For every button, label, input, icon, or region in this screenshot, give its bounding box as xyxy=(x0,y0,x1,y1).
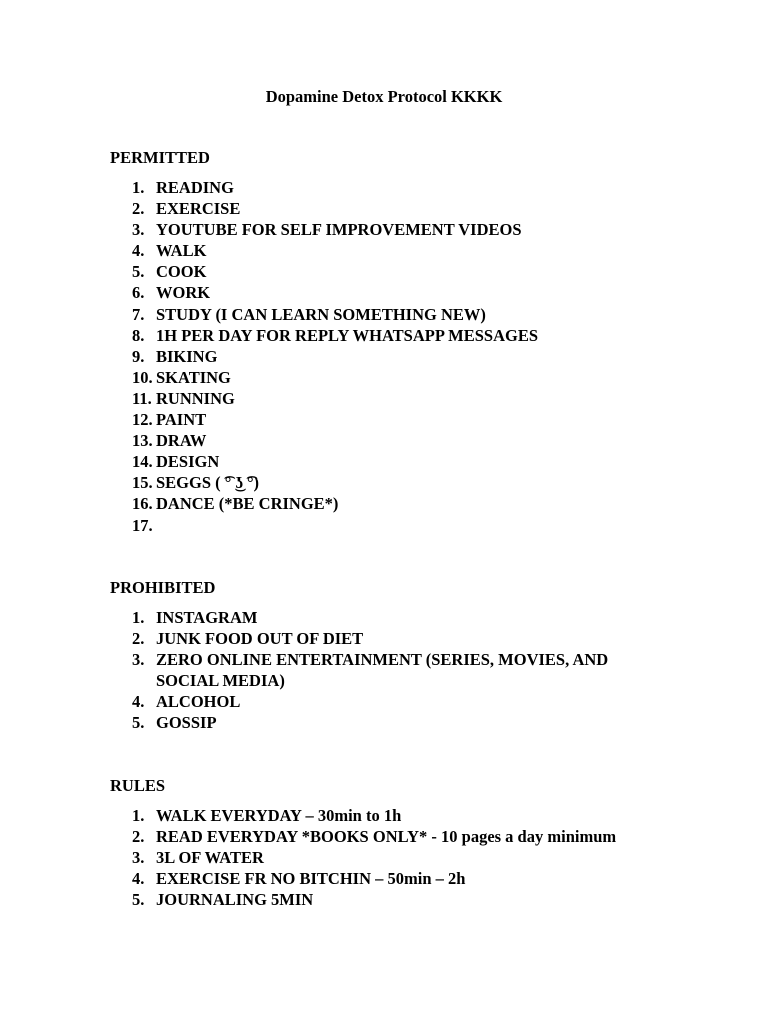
permitted-list xyxy=(110,177,670,535)
list-item-number: 1. xyxy=(132,608,145,627)
list-item-text: RUNNING xyxy=(156,388,235,408)
list-item-text: WALK EVERYDAY – 30min to 1h xyxy=(156,806,402,825)
list-item-text: 1H PER DAY FOR REPLY WHATSAPP MESSAGES xyxy=(156,325,539,345)
list-item-text: WALK xyxy=(156,241,207,261)
prohibited-list-item xyxy=(110,712,670,733)
list-item-number: 3. xyxy=(132,220,145,240)
prohibited-list xyxy=(110,607,670,734)
permitted-list-item xyxy=(110,325,670,346)
list-item-number: 10. xyxy=(132,367,153,387)
list-item-number: 1. xyxy=(132,178,145,197)
list-item-number: 3. xyxy=(132,650,145,670)
list-item-number: 16. xyxy=(132,494,153,514)
list-item-number: 3. xyxy=(132,848,145,868)
list-item-text: JOURNALING 5MIN xyxy=(156,890,314,910)
list-item-text: DANCE (*BE CRINGE*) xyxy=(156,494,339,514)
list-item-number: 4. xyxy=(132,869,145,889)
list-item-number: 12. xyxy=(132,410,153,430)
list-item-text: GOSSIP xyxy=(156,713,217,733)
permitted-list-item xyxy=(110,430,670,451)
list-item-text: COOK xyxy=(156,262,207,282)
prohibited-list-item xyxy=(110,649,670,691)
list-item-text: READING xyxy=(156,178,234,197)
list-item-text: PAINT xyxy=(156,410,207,430)
permitted-list-item xyxy=(110,304,670,325)
list-item-number: 17. xyxy=(132,515,153,535)
list-item-number: 13. xyxy=(132,431,153,451)
list-item-number: 5. xyxy=(132,713,145,733)
list-item-number: 8. xyxy=(132,325,145,345)
rules-list-item xyxy=(110,826,670,847)
list-item-number: 6. xyxy=(132,283,145,303)
list-item-text: SKATING xyxy=(156,367,231,387)
list-item-text: WORK xyxy=(156,283,211,303)
list-item-number: 15. xyxy=(132,473,153,493)
permitted-list-item xyxy=(110,472,670,493)
document-title: Dopamine Detox Protocol KKKK xyxy=(265,87,503,106)
list-item-text: EXERCISE FR NO BITCHIN – 50min – 2h xyxy=(156,869,466,889)
list-item-number: 2. xyxy=(132,629,145,649)
list-item-text: JUNK FOOD OUT OF DIET xyxy=(156,629,364,649)
permitted-list-item xyxy=(110,367,670,388)
permitted-list-item xyxy=(110,451,670,472)
permitted-list-item xyxy=(110,388,670,409)
list-item-number: 2. xyxy=(132,199,145,219)
prohibited-list-item xyxy=(110,607,670,628)
rules-heading: RULES xyxy=(110,776,166,795)
permitted-list-item xyxy=(110,240,670,261)
permitted-list-item xyxy=(110,409,670,430)
rules-list-item xyxy=(110,868,670,889)
rules-list xyxy=(110,805,670,910)
permitted-list-item xyxy=(110,198,670,219)
list-item-text: EXERCISE xyxy=(156,199,241,219)
permitted-list-item xyxy=(110,177,670,198)
list-item-number: 14. xyxy=(132,452,153,472)
rules-list-item xyxy=(110,889,670,910)
list-item-number: 4. xyxy=(132,692,145,712)
list-item-text: DESIGN xyxy=(156,452,220,472)
list-item-text: BIKING xyxy=(156,346,218,366)
list-item-text: STUDY (I CAN LEARN SOMETHING NEW) xyxy=(156,304,486,324)
permitted-list-item xyxy=(110,261,670,282)
prohibited-heading: PROHIBITED xyxy=(110,578,216,597)
rules-list-item xyxy=(110,805,670,826)
list-item-text: 3L OF WATER xyxy=(156,848,264,868)
permitted-heading: PERMITTED xyxy=(110,148,210,167)
list-item-text: READ EVERYDAY *BOOKS ONLY* - 10 pages a day minimum xyxy=(156,827,617,847)
prohibited-list-item xyxy=(110,628,670,649)
permitted-list-item xyxy=(110,346,670,367)
permitted-list-item xyxy=(110,282,670,303)
prohibited-list-item xyxy=(110,691,670,712)
list-item-number: 4. xyxy=(132,241,145,261)
list-item-number: 5. xyxy=(132,262,145,282)
list-item-text: ZERO ONLINE ENTERTAINMENT (SERIES, MOVIES, AND SOCIAL MEDIA) xyxy=(156,650,609,691)
list-item-number: 7. xyxy=(132,304,145,324)
list-item-text: YOUTUBE FOR SELF IMPROVEMENT VIDEOS xyxy=(156,220,522,240)
list-item-text: INSTAGRAM xyxy=(156,608,258,627)
list-item-number: 9. xyxy=(132,346,145,366)
list-item-number: 11. xyxy=(132,388,152,408)
list-item-text: DRAW xyxy=(156,431,207,451)
list-item-text: ALCOHOL xyxy=(156,692,241,712)
rules-list-item xyxy=(110,847,670,868)
permitted-list-item xyxy=(110,219,670,240)
list-item-number: 2. xyxy=(132,827,145,847)
list-item-number: 1. xyxy=(132,806,145,825)
permitted-list-item xyxy=(110,493,670,514)
list-item-text: SEGGS ( ͡° ͜ʖ ͡°) xyxy=(156,473,260,493)
list-item-number: 5. xyxy=(132,890,145,910)
